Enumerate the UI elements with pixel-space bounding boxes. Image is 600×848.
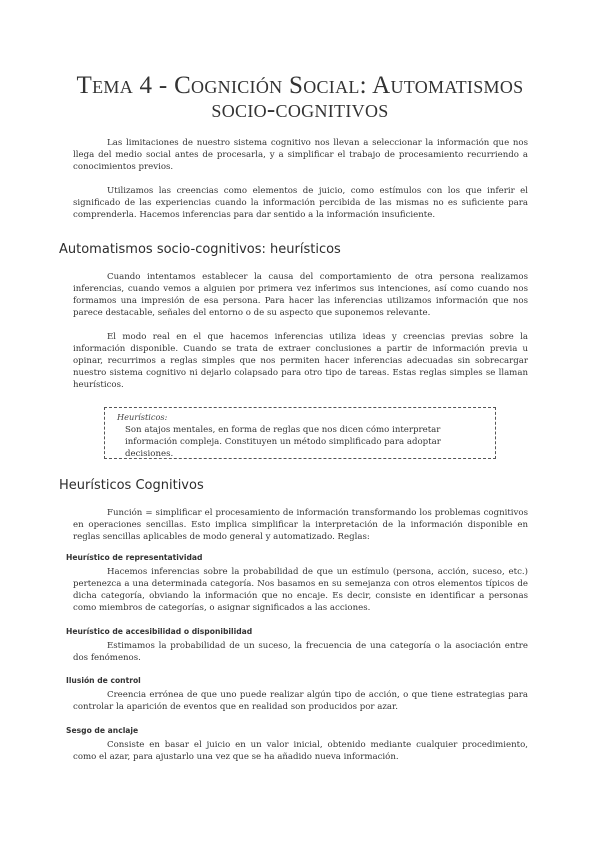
section-heading-heuristicos-cognitivos: Heurísticos Cognitivos: [59, 478, 204, 493]
subheading-sesgo-anclaje: Sesgo de anclaje: [66, 726, 139, 735]
subheading-ilusion-control: Ilusión de control: [66, 676, 141, 685]
definition-box-text: Son atajos mentales, en forma de reglas que nos dicen cómo interpretar información compleja. Constituyen un método simplificado para adoptar decisiones.: [125, 425, 441, 459]
title-line-2: socio-cognitivos: [211, 96, 389, 123]
definition-box-label: Heurísticos:: [117, 412, 168, 422]
page-title: [60, 74, 540, 122]
intro-paragraph-2: Utilizamos las creencias como elementos de juicio, como estímulos con los que inferir el significado de las experiencias cuando la información percibida de las mismas no es suficiente para comprenderla. Hacemos inferencias para dar sentido a la información insuficiente.: [73, 186, 528, 220]
representatividad-paragraph: Hacemos inferencias sobre la probabilidad de que un estímulo (persona, acción, suceso, etc.) pertenezca a una determinada categoría. Nos basamos en su semejanza con otros elementos típicos de dicha categoría, obviando la información que no encaje. Es decir, consiste en identificar a personas como miembros de categorías, o asignar significados a las acciones.: [73, 567, 528, 613]
ilusion-control-paragraph: Creencia errónea de que uno puede realizar algún tipo de acción, o que tiene estrategias para controlar la aparición de eventos que en realidad son producidos por azar.: [73, 690, 528, 712]
section1-paragraph-2: El modo real en el que hacemos inferencias utiliza ideas y creencias previas sobre la información disponible. Cuando se trata de extraer conclusiones a partir de información previa u opinar, recurrimos a reglas simples que nos permiten hacer inferencias adecuadas sin sobrecargar nuestro sistema cognitivo ni dejarlo colapsado para otro tipo de tareas. Estas reglas simples se llaman heurísticos.: [73, 332, 528, 390]
subheading-representatividad: Heurístico de representatividad: [66, 553, 203, 562]
sesgo-anclaje-paragraph: Consiste en basar el juicio en un valor inicial, obtenido mediante cualquier procedimiento, como el azar, para ajustarlo una vez que se ha añadido nueva información.: [73, 740, 528, 762]
section2-intro-paragraph: Función = simplificar el procesamiento de información transformando los problemas cognitivos en operaciones sencillas. Esto implica simplificar la interpretación de la información disponible en reglas sencillas aplicables de modo general y automatizado. Reglas:: [73, 508, 528, 542]
title-line-1: Tema 4 - Cognición Social: Automatismos: [76, 72, 524, 99]
subheading-accesibilidad: Heurístico de accesibilidad o disponibilidad: [66, 627, 253, 636]
accesibilidad-paragraph: Estimamos la probabilidad de un suceso, la frecuencia de una categoría o la asociación entre dos fenómenos.: [73, 641, 528, 663]
intro-paragraph-1: Las limitaciones de nuestro sistema cognitivo nos llevan a seleccionar la información que nos llega del medio social antes de procesarla, y a simplificar el trabajo de procesamiento recurriendo a conocimientos previos.: [73, 138, 528, 172]
section1-paragraph-1: Cuando intentamos establecer la causa del comportamiento de otra persona realizamos inferencias, cuando vemos a alguien por primera vez inferimos sus intenciones, así como cuando nos formamos una impresión de esa persona. Para hacer las inferencias utilizamos información que nos parece destacable, señales del entorno o de su aspecto que suponemos relevante.: [73, 272, 528, 318]
section-heading-automatismos: Automatismos socio-cognitivos: heurísticos: [59, 242, 341, 257]
definition-box: [104, 407, 496, 459]
